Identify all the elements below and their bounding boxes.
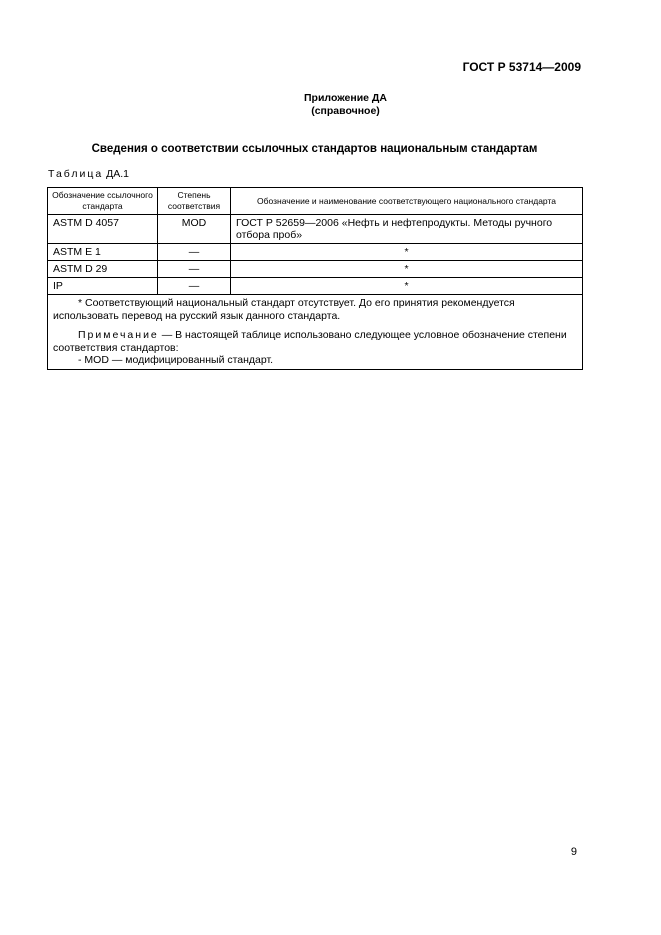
note-label: Примечание: [78, 329, 159, 341]
table-caption: [48, 168, 129, 180]
cell-degree: —: [158, 261, 231, 278]
note-text: — В настоящей таблице использовано следующее условное обозначение степени соответствия стандартов:: [53, 329, 567, 354]
cell-ref: ASTM D 4057: [48, 215, 158, 244]
table-notes-row: [48, 295, 583, 370]
table-footnote: * Соответствующий национальный стандарт отсутствует. До его принятия рекомендуется использовать перевод на русский язык данного стандарта.: [53, 297, 515, 322]
header-ref-standard: Обозначение ссылочного стандарта: [48, 188, 158, 215]
document-code: ГОСТ Р 53714—2009: [462, 60, 581, 74]
cell-ref: ASTM E 1: [48, 244, 158, 261]
correspondence-table: [47, 187, 583, 370]
cell-ref: ASTM D 29: [48, 261, 158, 278]
table-caption-number: ДА.1: [106, 168, 129, 180]
appendix-note: (справочное): [311, 105, 380, 117]
header-national-standard: Обозначение и наименование соответствующего национального стандарта: [231, 188, 583, 215]
appendix-heading: [0, 92, 661, 118]
cell-national: *: [231, 278, 583, 295]
table-row: [48, 278, 583, 295]
cell-national: ГОСТ Р 52659—2006 «Нефть и нефтепродукты. Методы ручного отбора проб»: [231, 215, 583, 244]
cell-ref: IP: [48, 278, 158, 295]
cell-degree: —: [158, 244, 231, 261]
cell-degree: MOD: [158, 215, 231, 244]
table-header-row: [48, 188, 583, 215]
section-title: Сведения о соответствии ссылочных стандартов национальным стандартам: [91, 143, 538, 155]
table-row: [48, 244, 583, 261]
table-notes: [48, 295, 583, 370]
appendix-title: Приложение ДА: [304, 92, 387, 104]
cell-national: *: [231, 261, 583, 278]
table-caption-word: Таблица: [48, 168, 104, 180]
table-row: [48, 215, 583, 244]
cell-national: *: [231, 244, 583, 261]
table-row: [48, 261, 583, 278]
page-number: 9: [570, 846, 577, 858]
note-item: - MOD — модифицированный стандарт.: [78, 354, 274, 366]
header-degree: Степень соответствия: [158, 188, 231, 215]
cell-degree: —: [158, 278, 231, 295]
table-note: [53, 329, 577, 354]
